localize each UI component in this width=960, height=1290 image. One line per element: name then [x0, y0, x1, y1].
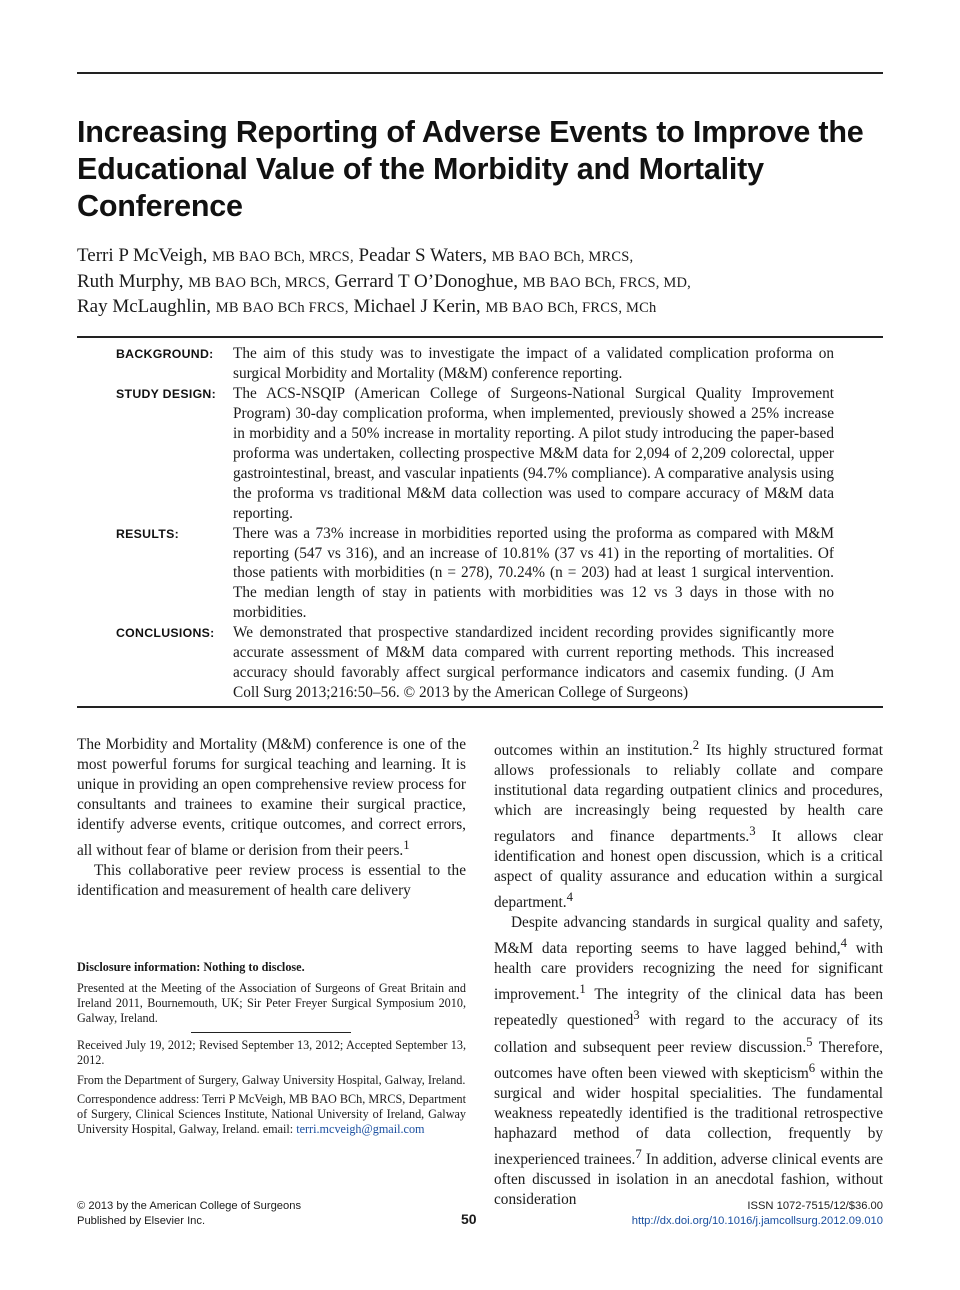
top-rule — [77, 72, 883, 74]
reference-mark[interactable]: 4 — [840, 936, 847, 951]
abstract — [77, 344, 883, 703]
body-paragraph: The Morbidity and Mortality (M&M) conference is one of the most powerful forums for surgical teaching and learning. It is unique in providing an open comprehensive review process for consultants and trainees to examine their surgical practice, identify adverse events, critique outcomes, and correct errors, all without fear of blame or derision from their peers.$^1$ — [77, 736, 466, 860]
copyright-text: © 2013 by the American College of Surgeons — [77, 1200, 302, 1212]
abstract-label: BACKGROUND: — [116, 347, 214, 361]
author-degrees: MB BAO BCh, MRCS, — [212, 249, 354, 265]
author-degrees: MB BAO BCh, FRCS, MD, — [522, 274, 691, 291]
abstract-study-design — [77, 384, 883, 524]
presented-note: Presented at the Meeting of the Association of Surgeons of Great Britain and Ireland 2011, Bournemouth, UK; Sir Peter Freyer Surgical Symposium 2010, Galway, Ireland. — [77, 981, 466, 1026]
page-number: 50 — [461, 1211, 477, 1227]
reference-mark[interactable]: 2 — [692, 738, 700, 752]
author-degrees: MB BAO BCh, FRCS, MCh — [485, 300, 657, 316]
abstract-top-rule — [77, 336, 883, 338]
body-paragraph: outcomes within an institution.$^2$ Its highly structured format allows professionals to reliably collate and compare institutional data regarding outpatient clinics and procedures, which are increasingly being requested by health care regulators and finance departments.$^3$ It allows clear identification and honest open discussion, which is a critical aspect of quality assurance and education within a surgical department.$^4$ — [494, 738, 883, 912]
author-list — [77, 244, 883, 321]
author-degrees: MB BAO BCh, MRCS, — [188, 274, 330, 291]
reference-mark[interactable]: 6 — [808, 1060, 816, 1075]
body-paragraph: This collaborative peer review process is essential to the identification and measurement of health care delivery — [77, 862, 466, 900]
page-footer — [77, 1199, 883, 1235]
author-name: Gerrard T O’Donoghue, — [334, 270, 519, 292]
reference-mark[interactable]: 1 — [403, 838, 410, 852]
received-note: Received July 19, 2012; Revised September 13, 2012; Accepted September 13, 2012. — [77, 1038, 466, 1068]
footer-right — [632, 1199, 883, 1229]
abstract-bottom-rule — [77, 706, 883, 708]
disclosure-note: Disclosure information: Nothing to disclose. — [77, 960, 305, 974]
reference-mark[interactable]: 7 — [635, 1146, 642, 1161]
abstract-text: There was a 73% increase in morbidities reported using the proforma as compared with M&M reporting (547 vs 316), and an increase of 10.81% (37 vs 41) in the reporting of mortalities. Of those patients with morbidities (n = 278), 70.24% (n = 203) had at least 1 surgical intervention. The median length of stay in patients with morbidities was 12 vs 3 days in those with no morbidities. — [233, 524, 834, 622]
author-name: Ruth Murphy, — [77, 270, 184, 292]
body-column-left — [77, 735, 466, 901]
footer-left — [77, 1199, 301, 1229]
abstract-results — [77, 524, 883, 624]
abstract-text: We demonstrated that prospective standardized incident recording provides significantly more accurate assessment of M&M data compared with current reporting methods. This increased accuracy should favorably affect surgical performance indicators and casemix funding. (J Am Coll Surg 2013;216:50–56. © 2013 by the American College of Surgeons) — [233, 624, 834, 702]
abstract-text: The aim of this study was to investigate the impact of a validated complication proforma on surgical Morbidity and Mortality (M&M) conference reporting. — [233, 345, 834, 382]
body-paragraph: Despite advancing standards in surgical quality and safety, M&M data reporting seems to have lagged behind,$^4$ with health care providers recognizing the need for significant improvement.$^1$ The integrity of the clinical data has been repeatedly questioned$^3$ with regard to the accuracy of its collation and subsequent peer review discussion.$^5$ Therefore, outcomes have often been viewed with skepticism$^6$ within the surgical and wider hospital specialities. The fundamental weakness repeatedly identified is the traditional retrospective haphazard method of data collection, frequently by inexperienced trainees.$^7$ In addition, adverse clinical events are often discussed in isolation in an anecdotal fashion, without consideration — [494, 914, 884, 1208]
author-name: Peadar S Waters, — [358, 245, 487, 266]
author-name: Michael J Kerin, — [353, 296, 481, 317]
abstract-conclusions — [77, 623, 883, 703]
author-name: Ray McLaughlin, — [77, 296, 212, 317]
author-degrees: MB BAO BCh, MRCS, — [491, 249, 634, 265]
abstract-label: CONCLUSIONS: — [116, 626, 215, 641]
abstract-background — [77, 344, 883, 384]
reference-mark[interactable]: 1 — [579, 982, 586, 997]
abstract-label: STUDY DESIGN: — [116, 386, 217, 401]
affiliation-note: From the Department of Surgery, Galway University Hospital, Galway, Ireland. — [77, 1072, 466, 1087]
footnotes — [77, 960, 466, 1141]
reference-mark[interactable]: 3 — [749, 824, 756, 839]
body-column-right — [494, 735, 883, 1210]
abstract-text: The ACS-NSQIP (American College of Surgeons-National Surgical Quality Improvement Program) 30-day complication proforma, when implemented, previously showed a 25% increase in morbidity and a 50% increase in mortality reporting. A pilot study introducing the paper-based proforma was undertaken, collecting prospective M&M data for 2,094 of 2,209 colorectal, upper gastrointestinal, breast, and vascular inpatients (94.7% compliance). A comparative analysis using the proforma vs traditional M&M data collection was used to compare accuracy of M&M data reporting. — [233, 384, 834, 522]
correspondence-note: Correspondence address: Terri P McVeigh, MB BAO BCh, MRCS, Department of Surgery, Clinical Sciences Institute, National University of Ireland, Galway University Hospital, Galway, Ireland. email: terri.mcveigh@gmail.com — [77, 1091, 466, 1136]
abstract-label: RESULTS: — [116, 526, 179, 541]
email-link[interactable]: terri.mcveigh@gmail.com — [296, 1121, 425, 1136]
issn-text: ISSN 1072-7515/12/$36.00 — [747, 1200, 883, 1212]
reference-mark[interactable]: 4 — [566, 890, 574, 905]
doi-link[interactable]: http://dx.doi.org/10.1016/j.jamcollsurg.2012.09.010 — [631, 1215, 883, 1227]
reference-mark[interactable]: 3 — [633, 1008, 640, 1023]
footnote-divider — [191, 1032, 351, 1033]
author-degrees: MB BAO BCh FRCS, — [215, 300, 349, 316]
publisher-text: Published by Elsevier Inc. — [77, 1215, 206, 1227]
article-title: Increasing Reporting of Adverse Events to Improve the Educational Value of the Morbidity and Mortality Conference — [77, 115, 864, 223]
author-name: Terri P McVeigh, — [77, 245, 208, 266]
reference-mark[interactable]: 5 — [806, 1034, 813, 1049]
